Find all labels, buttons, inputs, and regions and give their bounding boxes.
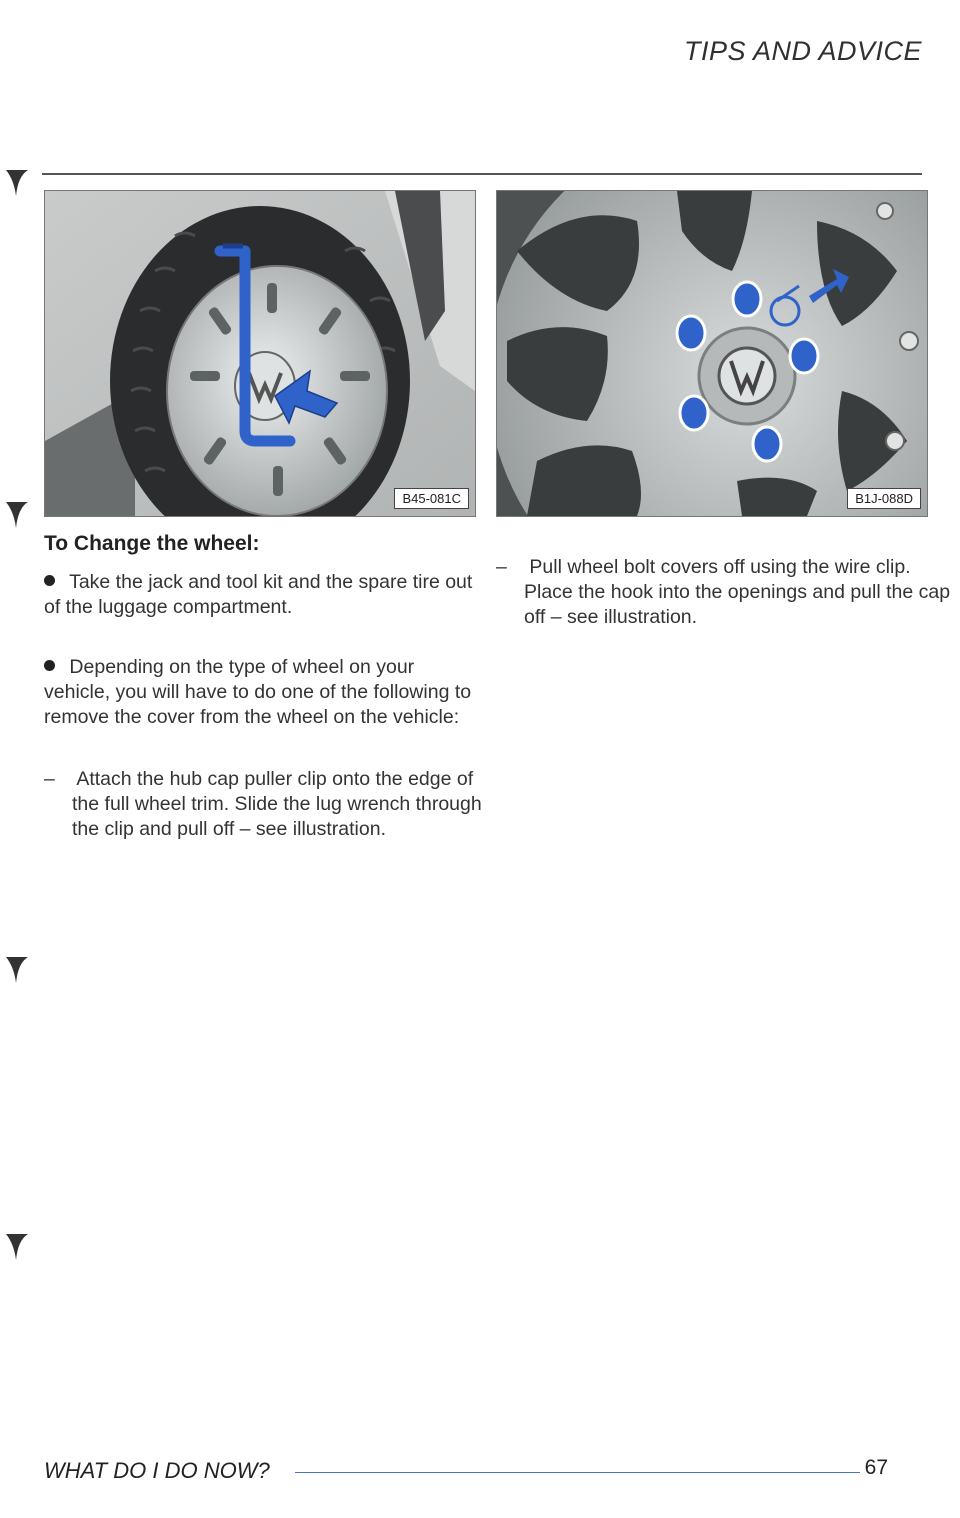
instruction-bullet-2 bbox=[44, 655, 476, 730]
instruction-text: Attach the hub cap puller clip onto the edge of the full wheel trim. Slide the lug wrench through the clip and pull off – see illustration. bbox=[72, 768, 482, 840]
page-header-title: TIPS AND ADVICE bbox=[683, 36, 922, 66]
corner-mark-icon bbox=[4, 168, 30, 198]
section-heading: To Change the wheel: bbox=[44, 532, 260, 555]
wheel-trim-removal-illustration bbox=[45, 191, 475, 516]
figure-code-label: B1J-088D bbox=[847, 488, 921, 509]
instruction-text: Take the jack and tool kit and the spare tire out of the luggage compartment. bbox=[44, 571, 473, 618]
instruction-text: Depending on the type of wheel on your vehicle, you will have to do one of the following to remove the cover from the wheel on the vehicle: bbox=[44, 656, 472, 728]
corner-mark-icon bbox=[4, 1232, 30, 1262]
footer-section-label: WHAT DO I DO NOW? bbox=[44, 1458, 270, 1483]
corner-mark-icon bbox=[4, 500, 30, 530]
figure-alloy-wheel bbox=[496, 190, 928, 517]
figure-wheel-trim bbox=[44, 190, 476, 517]
instruction-dash-right bbox=[496, 555, 954, 630]
instruction-bullet-1 bbox=[44, 570, 476, 620]
corner-mark-icon bbox=[4, 955, 30, 985]
footer-rule bbox=[295, 1472, 860, 1473]
header-rule bbox=[42, 173, 922, 175]
page-number: 67 bbox=[864, 1456, 888, 1479]
figure-code-label: B45-081C bbox=[394, 488, 469, 509]
instruction-text: Pull wheel bolt covers off using the wire clip. Place the hook into the openings and pull the cap off – see illustration. bbox=[524, 556, 951, 628]
instruction-dash-1 bbox=[44, 767, 504, 842]
alloy-wheel-bolt-cover-illustration bbox=[497, 191, 927, 516]
